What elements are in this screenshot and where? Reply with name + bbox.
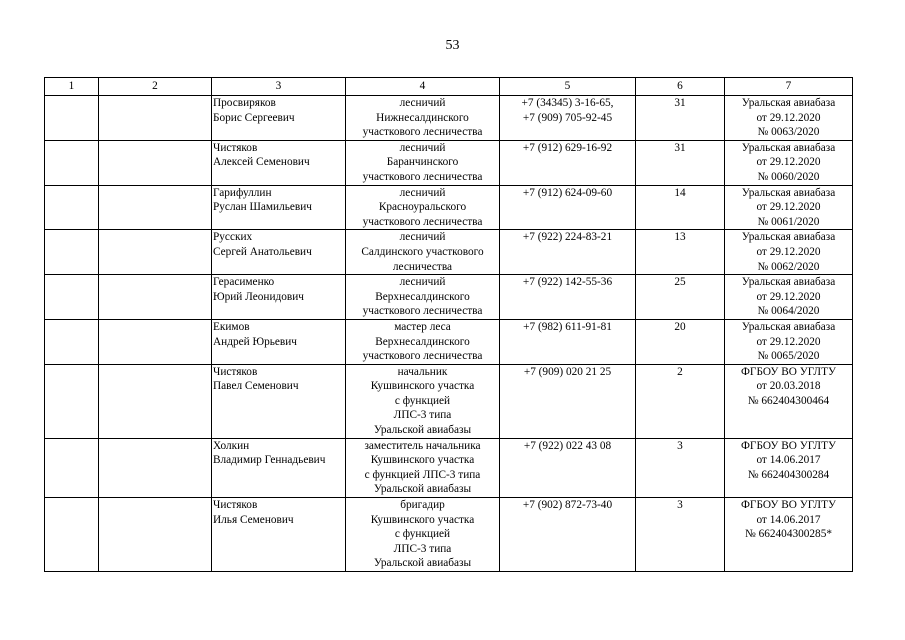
phone-cell <box>500 498 636 572</box>
position-line: участкового лесничества <box>362 215 483 228</box>
phone-cell <box>500 275 636 320</box>
document-line: Уральская авиабаза <box>741 320 836 333</box>
position-line: лесничества <box>392 260 453 273</box>
position-line: Красноуральского <box>378 201 467 214</box>
person-name-cell <box>212 438 346 497</box>
table-row <box>45 275 853 320</box>
column-number-row <box>45 78 853 96</box>
empty-cell <box>99 319 212 364</box>
document-cell <box>725 498 853 572</box>
document-line: от 29.12.2020 <box>756 335 821 348</box>
phone-line: +7 (909) 705-92-45 <box>522 111 613 124</box>
person-name-cell <box>212 498 346 572</box>
person-name-cell <box>212 185 346 230</box>
position-line: Кушвинского участка <box>370 454 475 467</box>
table-row <box>45 230 853 275</box>
position-line: Уральской авиабазы <box>373 557 472 570</box>
phone-cell <box>500 319 636 364</box>
person-name-line: Сергей Анатольевич <box>213 245 312 258</box>
page-number: 53 <box>445 38 460 53</box>
person-name-cell <box>212 140 346 185</box>
column-header: 1 <box>45 78 99 96</box>
column-header: 5 <box>500 78 636 96</box>
position-line: лесничий <box>399 141 446 154</box>
person-name-line: Просвиряков <box>213 97 276 109</box>
document-line: Уральская авиабаза <box>741 276 836 289</box>
person-name-line: Русских <box>213 231 253 244</box>
document-line: ФГБОУ ВО УГЛТУ <box>741 365 836 378</box>
document-line: ФГБОУ ВО УГЛТУ <box>741 499 836 512</box>
document-line: от 20.03.2018 <box>756 380 821 393</box>
document-cell <box>725 230 853 275</box>
position-cell <box>346 96 500 141</box>
position-line: лесничий <box>399 97 446 109</box>
document-line: от 29.12.2020 <box>756 290 821 303</box>
experience-cell: 31 <box>636 140 725 185</box>
document-cell <box>725 185 853 230</box>
position-cell <box>346 230 500 275</box>
person-name-line: Андрей Юрьевич <box>213 335 297 348</box>
position-line: Верхнесалдинского <box>375 290 470 303</box>
position-line: лесничий <box>399 186 446 199</box>
document-cell <box>725 319 853 364</box>
position-line: мастер леса <box>394 320 451 333</box>
empty-cell <box>99 185 212 230</box>
empty-cell <box>45 498 99 572</box>
person-name-cell <box>212 96 346 141</box>
table-row <box>45 185 853 230</box>
position-cell <box>346 438 500 497</box>
document-line: Уральская авиабаза <box>741 141 836 154</box>
document-cell <box>725 438 853 497</box>
table-row <box>45 438 853 497</box>
phone-cell <box>500 185 636 230</box>
document-cell <box>725 96 853 141</box>
document-line: № 0060/2020 <box>757 170 820 183</box>
document-line: № 662404300284 <box>747 468 830 481</box>
table-body <box>45 96 853 572</box>
phone-line: +7 (909) 020 21 25 <box>523 365 612 378</box>
position-cell <box>346 364 500 438</box>
phone-cell <box>500 140 636 185</box>
document-cell <box>725 364 853 438</box>
table-row <box>45 140 853 185</box>
document-cell <box>725 140 853 185</box>
empty-cell <box>99 438 212 497</box>
document-line: от 29.12.2020 <box>756 245 821 258</box>
person-name-line: Борис Сергеевич <box>213 111 295 124</box>
person-name-cell <box>212 275 346 320</box>
empty-cell <box>45 438 99 497</box>
experience-cell: 20 <box>636 319 725 364</box>
empty-cell <box>99 364 212 438</box>
phone-cell <box>500 438 636 497</box>
empty-cell <box>99 96 212 141</box>
position-line: ЛПС-3 типа <box>393 542 452 555</box>
empty-cell <box>45 185 99 230</box>
phone-line: +7 (922) 022 43 08 <box>523 439 612 452</box>
document-line: от 14.06.2017 <box>756 454 821 467</box>
position-line: Нижнесалдинского <box>376 111 469 124</box>
phone-cell <box>500 230 636 275</box>
document-line: от 29.12.2020 <box>756 111 821 124</box>
position-line: Верхнесалдинского <box>375 335 470 348</box>
column-header: 3 <box>212 78 346 96</box>
phone-cell <box>500 364 636 438</box>
person-name-line: Екимов <box>213 320 250 333</box>
phone-line: +7 (902) 872-73-40 <box>522 499 613 512</box>
person-name-line: Чистяков <box>213 499 258 512</box>
position-line: участкового лесничества <box>362 350 483 363</box>
column-header: 2 <box>99 78 212 96</box>
empty-cell <box>99 275 212 320</box>
document-line: № 662404300285* <box>744 528 833 541</box>
experience-cell: 14 <box>636 185 725 230</box>
table-row <box>45 498 853 572</box>
person-name-line: Илья Семенович <box>213 513 294 526</box>
document-line: № 0061/2020 <box>757 215 820 228</box>
person-name-line: Гарифуллин <box>213 186 272 199</box>
experience-cell: 31 <box>636 96 725 141</box>
document-line: Уральская авиабаза <box>741 186 836 199</box>
person-name-line: Юрий Леонидович <box>213 290 304 303</box>
person-name-line: Холкин <box>213 439 250 452</box>
person-name-cell <box>212 230 346 275</box>
document-line: № 0064/2020 <box>757 305 820 318</box>
experience-cell: 3 <box>636 438 725 497</box>
empty-cell <box>45 364 99 438</box>
position-line: начальник <box>397 365 448 378</box>
position-line: участкового лесничества <box>362 170 483 183</box>
person-name-line: Алексей Семенович <box>213 156 310 169</box>
table-row <box>45 364 853 438</box>
phone-line: +7 (34345) 3-16-65, <box>521 97 614 109</box>
person-name-cell <box>212 319 346 364</box>
position-line: Кушвинского участка <box>370 513 475 526</box>
position-line: заместитель начальника <box>364 439 481 452</box>
position-line: бригадир <box>400 499 445 512</box>
position-cell <box>346 140 500 185</box>
empty-cell <box>45 319 99 364</box>
column-header: 6 <box>636 78 725 96</box>
position-cell <box>346 498 500 572</box>
position-line: лесничий <box>399 276 446 289</box>
position-cell <box>346 275 500 320</box>
person-name-line: Павел Семенович <box>213 380 299 393</box>
document-line: № 0065/2020 <box>757 350 820 363</box>
person-name-line: Владимир Геннадьевич <box>213 454 326 467</box>
phone-line: +7 (982) 611-91-81 <box>523 320 612 333</box>
phone-cell <box>500 96 636 141</box>
empty-cell <box>99 498 212 572</box>
person-name-line: Чистяков <box>213 365 258 378</box>
phone-line: +7 (912) 624-09-60 <box>522 186 613 199</box>
experience-cell: 2 <box>636 364 725 438</box>
person-name-line: Герасименко <box>213 276 275 289</box>
position-line: Уральской авиабазы <box>373 483 472 496</box>
position-cell <box>346 185 500 230</box>
position-line: ЛПС-3 типа <box>393 409 452 422</box>
empty-cell <box>45 96 99 141</box>
document-line: Уральская авиабаза <box>741 97 836 109</box>
position-line: лесничий <box>399 231 446 244</box>
personnel-table <box>44 77 853 572</box>
position-line: участкового лесничества <box>362 305 483 318</box>
position-line: участкового лесничества <box>362 126 483 139</box>
experience-cell: 13 <box>636 230 725 275</box>
phone-line: +7 (912) 629-16-92 <box>522 141 613 154</box>
position-line: с функцией ЛПС-3 типа <box>364 468 481 481</box>
empty-cell <box>45 230 99 275</box>
position-line: Салдинского участкового <box>361 245 484 258</box>
person-name-line: Чистяков <box>213 141 258 154</box>
document-line: № 662404300464 <box>747 394 830 407</box>
document-line: Уральская авиабаза <box>741 231 836 244</box>
document-line: № 0062/2020 <box>757 260 820 273</box>
position-line: Уральской авиабазы <box>373 424 472 437</box>
position-line: с функцией <box>394 394 451 407</box>
column-header: 4 <box>346 78 500 96</box>
position-line: с функцией <box>394 528 451 541</box>
phone-line: +7 (922) 224-83-21 <box>522 231 613 244</box>
document-line: от 14.06.2017 <box>756 513 821 526</box>
person-name-cell <box>212 364 346 438</box>
table-row <box>45 319 853 364</box>
position-line: Баранчинского <box>386 156 459 169</box>
experience-cell: 3 <box>636 498 725 572</box>
empty-cell <box>45 275 99 320</box>
column-header: 7 <box>725 78 853 96</box>
document-cell <box>725 275 853 320</box>
phone-line: +7 (922) 142-55-36 <box>522 276 613 289</box>
position-line: Кушвинского участка <box>370 380 475 393</box>
empty-cell <box>45 140 99 185</box>
empty-cell <box>99 140 212 185</box>
document-line: ФГБОУ ВО УГЛТУ <box>741 439 836 452</box>
person-name-line: Руслан Шамильевич <box>213 201 312 214</box>
position-cell <box>346 319 500 364</box>
document-line: от 29.12.2020 <box>756 201 821 214</box>
table-row <box>45 96 853 141</box>
document-line: № 0063/2020 <box>757 126 820 139</box>
experience-cell: 25 <box>636 275 725 320</box>
document-line: от 29.12.2020 <box>756 156 821 169</box>
empty-cell <box>99 230 212 275</box>
